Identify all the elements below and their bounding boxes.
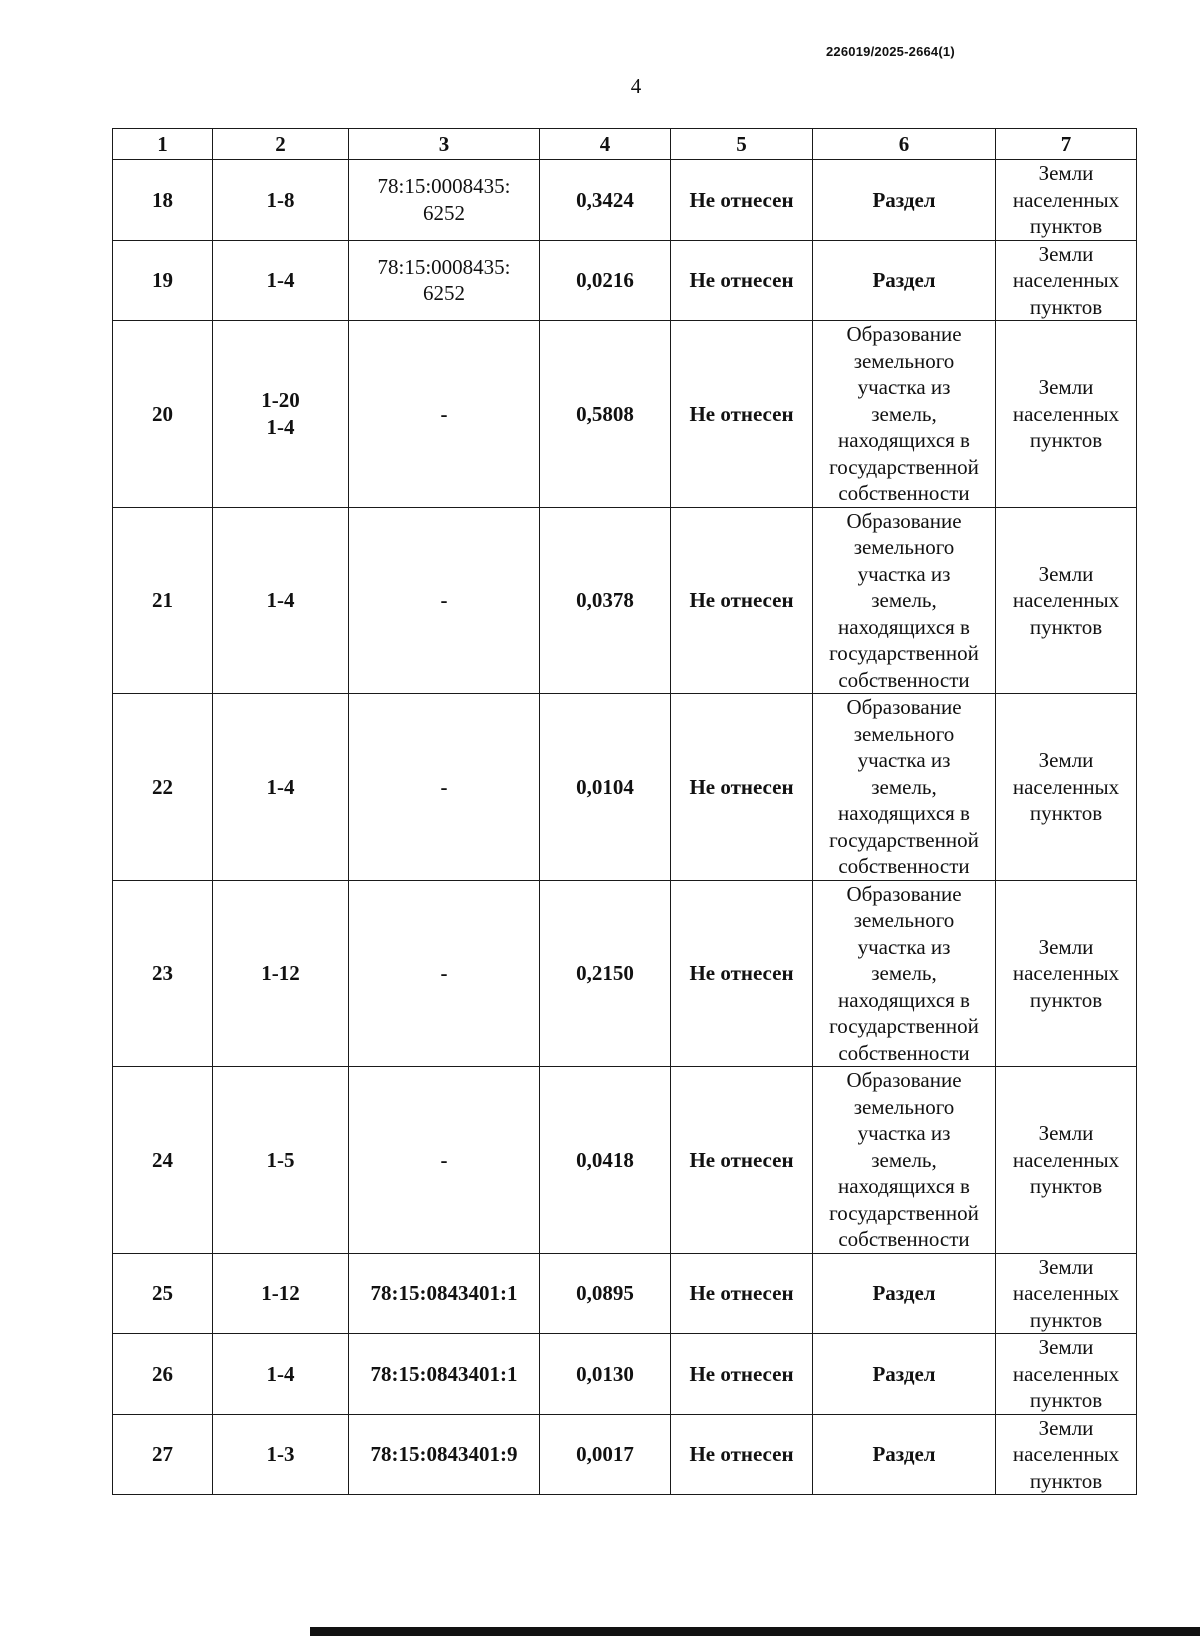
column-header: 3 bbox=[349, 129, 540, 160]
formation-method: Образование земельного участка из земель, находящихся в государственной собственности bbox=[813, 694, 996, 881]
column-header: 5 bbox=[671, 129, 813, 160]
row-number: 21 bbox=[113, 507, 213, 694]
table-row bbox=[113, 1067, 1137, 1254]
land-category: Земли населенных пунктов bbox=[996, 507, 1137, 694]
row-number: 23 bbox=[113, 880, 213, 1067]
land-category: Земли населенных пунктов bbox=[996, 240, 1137, 321]
column-header: 6 bbox=[813, 129, 996, 160]
boundary-points: 1-12 bbox=[213, 880, 349, 1067]
cadastral-number: - bbox=[349, 1067, 540, 1254]
cadastral-number: 78:15:0843401:1 bbox=[349, 1253, 540, 1334]
row-number: 22 bbox=[113, 694, 213, 881]
formation-method: Образование земельного участка из земель, находящихся в государственной собственности bbox=[813, 1067, 996, 1254]
boundary-points: 1-4 bbox=[213, 694, 349, 881]
column-header: 2 bbox=[213, 129, 349, 160]
boundary-points: 1-3 bbox=[213, 1414, 349, 1495]
status-value: Не отнесен bbox=[671, 240, 813, 321]
row-number: 18 bbox=[113, 160, 213, 241]
column-header: 7 bbox=[996, 129, 1137, 160]
cadastral-number: 78:15:0843401:9 bbox=[349, 1414, 540, 1495]
status-value: Не отнесен bbox=[671, 507, 813, 694]
document-registration-number: 226019/2025-2664(1) bbox=[826, 44, 955, 59]
status-value: Не отнесен bbox=[671, 321, 813, 508]
area-value: 0,0104 bbox=[540, 694, 671, 881]
area-value: 0,2150 bbox=[540, 880, 671, 1067]
land-plots-table bbox=[112, 128, 1137, 1495]
boundary-points: 1-4 bbox=[213, 240, 349, 321]
row-number: 20 bbox=[113, 321, 213, 508]
cadastral-number: 78:15:0843401:1 bbox=[349, 1334, 540, 1415]
cadastral-number: - bbox=[349, 694, 540, 881]
formation-method: Образование земельного участка из земель, находящихся в государственной собственности bbox=[813, 507, 996, 694]
land-category: Земли населенных пунктов bbox=[996, 1067, 1137, 1254]
status-value: Не отнесен bbox=[671, 1334, 813, 1415]
row-number: 26 bbox=[113, 1334, 213, 1415]
table-row bbox=[113, 694, 1137, 881]
cadastral-number: - bbox=[349, 321, 540, 508]
area-value: 0,0418 bbox=[540, 1067, 671, 1254]
land-category: Земли населенных пунктов bbox=[996, 880, 1137, 1067]
cadastral-number: - bbox=[349, 880, 540, 1067]
status-value: Не отнесен bbox=[671, 880, 813, 1067]
table-row bbox=[113, 880, 1137, 1067]
table-header-row bbox=[113, 129, 1137, 160]
land-category: Земли населенных пунктов bbox=[996, 1253, 1137, 1334]
table-row bbox=[113, 1414, 1137, 1495]
column-header: 1 bbox=[113, 129, 213, 160]
boundary-points: 1-5 bbox=[213, 1067, 349, 1254]
area-value: 0,0130 bbox=[540, 1334, 671, 1415]
area-value: 0,0895 bbox=[540, 1253, 671, 1334]
table-row bbox=[113, 160, 1137, 241]
boundary-points: 1-4 bbox=[213, 1334, 349, 1415]
status-value: Не отнесен bbox=[671, 1067, 813, 1254]
area-value: 0,3424 bbox=[540, 160, 671, 241]
formation-method: Раздел bbox=[813, 240, 996, 321]
table-row bbox=[113, 507, 1137, 694]
formation-method: Раздел bbox=[813, 160, 996, 241]
land-category: Земли населенных пунктов bbox=[996, 1414, 1137, 1495]
boundary-points: 1-4 bbox=[213, 507, 349, 694]
row-number: 24 bbox=[113, 1067, 213, 1254]
status-value: Не отнесен bbox=[671, 1253, 813, 1334]
land-category: Земли населенных пунктов bbox=[996, 1334, 1137, 1415]
status-value: Не отнесен bbox=[671, 160, 813, 241]
page-number: 4 bbox=[630, 74, 642, 98]
row-number: 25 bbox=[113, 1253, 213, 1334]
table-row bbox=[113, 1253, 1137, 1334]
table-row bbox=[113, 321, 1137, 508]
boundary-points: 1-8 bbox=[213, 160, 349, 241]
area-value: 0,0216 bbox=[540, 240, 671, 321]
area-value: 0,0378 bbox=[540, 507, 671, 694]
formation-method: Образование земельного участка из земель, находящихся в государственной собственности bbox=[813, 880, 996, 1067]
row-number: 19 bbox=[113, 240, 213, 321]
area-value: 0,0017 bbox=[540, 1414, 671, 1495]
formation-method: Образование земельного участка из земель, находящихся в государственной собственности bbox=[813, 321, 996, 508]
scan-bottom-edge bbox=[310, 1627, 1200, 1636]
land-category: Земли населенных пунктов bbox=[996, 321, 1137, 508]
status-value: Не отнесен bbox=[671, 694, 813, 881]
boundary-points: 1-12 bbox=[213, 1253, 349, 1334]
formation-method: Раздел bbox=[813, 1414, 996, 1495]
table-row bbox=[113, 1334, 1137, 1415]
column-header: 4 bbox=[540, 129, 671, 160]
land-category: Земли населенных пунктов bbox=[996, 694, 1137, 881]
cadastral-number: 78:15:0008435: 6252 bbox=[349, 160, 540, 241]
table-row bbox=[113, 240, 1137, 321]
row-number: 27 bbox=[113, 1414, 213, 1495]
boundary-points: 1-20 1-4 bbox=[213, 321, 349, 508]
area-value: 0,5808 bbox=[540, 321, 671, 508]
status-value: Не отнесен bbox=[671, 1414, 813, 1495]
formation-method: Раздел bbox=[813, 1334, 996, 1415]
cadastral-number: 78:15:0008435: 6252 bbox=[349, 240, 540, 321]
land-category: Земли населенных пунктов bbox=[996, 160, 1137, 241]
cadastral-number: - bbox=[349, 507, 540, 694]
formation-method: Раздел bbox=[813, 1253, 996, 1334]
